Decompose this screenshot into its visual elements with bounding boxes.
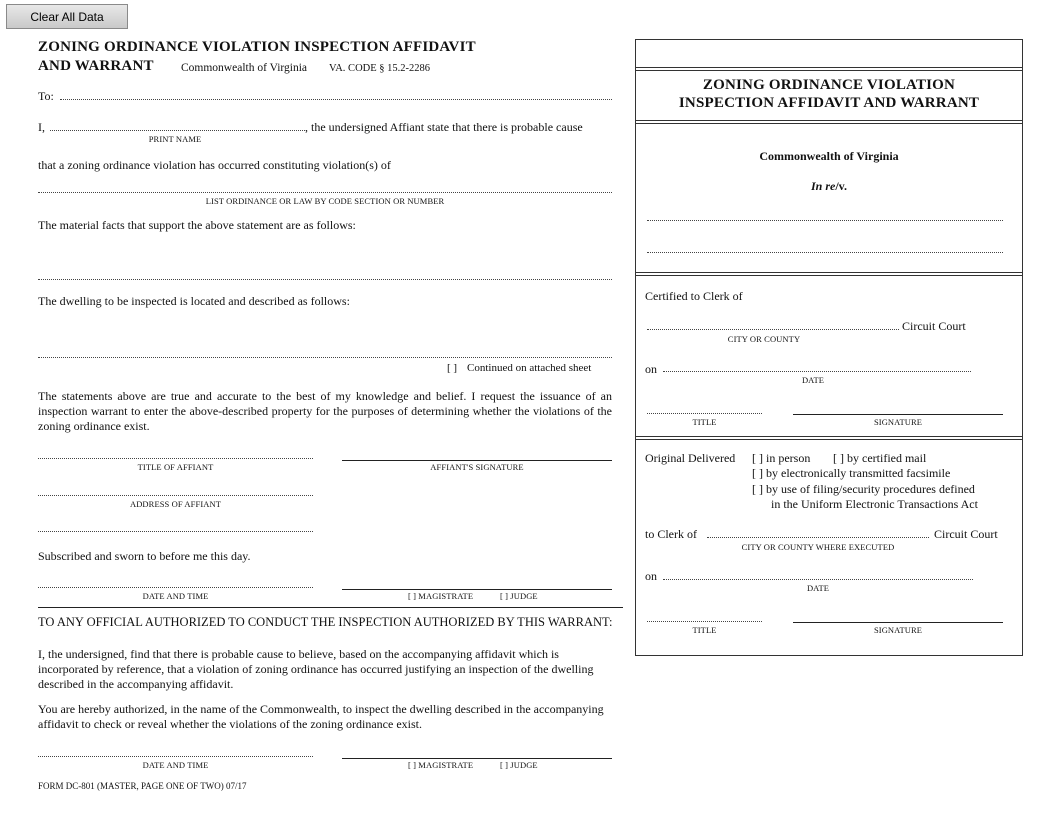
side-divider-1 [635,67,1023,71]
ordinance-caption: LIST ORDINANCE OR LAW BY CODE SECTION OR NUMBER [205,196,445,206]
warrant-heading: TO ANY OFFICIAL AUTHORIZED TO CONDUCT THE INSPECTION AUTHORIZED BY THIS WARRANT: [38,615,613,629]
certified-mail-label: by certified mail [847,451,927,465]
filing-option[interactable] [752,482,975,497]
subscribed-label: Subscribed and sworn to before me this day. [38,549,251,563]
certified-label: Certified to Clerk of [645,289,743,303]
continued-label: Continued on attached sheet [467,362,592,374]
affiant-statement: , the undersigned Affiant state that there is probable cause [305,120,583,134]
judge-checkbox-1[interactable]: [ ] JUDGE [500,591,538,601]
side-in-re [636,179,1022,194]
delivered-on-label: on [645,569,657,583]
filing-label-line2: in the Uniform Electronic Transactions Act [771,497,978,511]
magistrate-signature-line-1 [342,589,612,590]
affiant-signature-line [342,460,612,461]
in-re-prefix: In re [810,179,836,193]
form-title-line2: AND WARRANT [38,58,154,74]
side-title-line2: INSPECTION AFFIDAVIT AND WARRANT [678,95,980,111]
to-clerk-county-caption: CITY OR COUNTY WHERE EXECUTED [741,542,895,552]
original-delivered-label: Original Delivered [645,451,736,465]
va-code-label: VA. CODE § 15.2-2286 [329,63,431,74]
certified-signature-caption: SIGNATURE [873,417,923,427]
form-number: FORM DC-801 (MASTER, PAGE ONE OF TWO) 07/17 [38,781,247,791]
side-title-line1: ZONING ORDINANCE VIOLATION [702,77,956,93]
clear-all-data-button[interactable]: Clear All Data [6,4,128,29]
dwelling-label: The dwelling to be inspected is located and described as follows: [38,294,350,308]
statement-paragraph: The statements above are true and accurate to the best of my knowledge and belief. I request the issuance of an inspection warrant to enter the above-described property for the purposes of determining whether the violations of the zoning ordinance exist. [38,389,612,433]
dwelling-field[interactable] [40,312,610,356]
magistrate-checkbox-1[interactable]: [ ] MAGISTRATE [408,591,474,601]
material-facts-field[interactable] [40,236,610,278]
magistrate-checkbox-2[interactable]: [ ] MAGISTRATE [408,760,474,770]
i-label: I, [38,120,45,134]
in-person-checkbox[interactable]: [ ] [752,451,763,465]
address-of-affiant-caption: ADDRESS OF AFFIANT [129,499,222,509]
delivered-date-caption: DATE [806,583,830,593]
magistrate-signature-line-2 [342,758,612,759]
material-facts-label: The material facts that support the above statement are as follows: [38,218,356,232]
delivered-date-field[interactable] [665,566,971,580]
to-clerk-circuit-court: Circuit Court [934,527,998,541]
certified-circuit-court: Circuit Court [902,319,966,333]
delivered-signature-caption: SIGNATURE [873,625,923,635]
warrant-paragraph-2: You are hereby authorized, in the name of the Commonwealth, to inspect the dwelling described in the accompanying affidavit to check or reveal whether the violations of the zoning ordinance exist. [38,702,604,731]
date-time-field-2[interactable] [40,743,310,757]
delivered-title-field[interactable] [649,608,760,622]
section-divider [38,607,623,608]
in-person-option[interactable] [752,451,810,466]
date-time-caption-2: DATE AND TIME [142,760,209,770]
address-field-1[interactable] [40,482,310,496]
side-commonwealth: Commonwealth of Virginia [759,149,899,163]
certified-title-caption: TITLE [692,417,717,427]
commonwealth-label: Commonwealth of Virginia [181,62,308,74]
in-person-label: in person [766,451,811,465]
certified-date-caption: DATE [801,375,825,385]
filing-checkbox[interactable]: [ ] [752,482,763,496]
print-name-field[interactable] [52,117,304,131]
certified-mail-checkbox[interactable]: [ ] [833,451,844,465]
delivered-title-caption: TITLE [692,625,717,635]
date-time-caption-1: DATE AND TIME [142,591,209,601]
print-name-caption: PRINT NAME [148,134,202,144]
title-of-affiant-caption: TITLE OF AFFIANT [137,462,214,472]
to-label: To: [38,89,54,103]
judge-checkbox-2[interactable]: [ ] JUDGE [500,760,538,770]
warrant-paragraph-1: I, the undersigned, find that there is probable cause to believe, based on the accompanying affidavit which is incorporated by reference, that a violation of zoning ordinance has occurred justifying an inspection of the dwelling described in the accompanying affidavit. [38,647,594,691]
facsimile-label: by electronically transmitted facsimile [766,466,951,480]
address-field-2[interactable] [40,518,310,532]
in-re-suffix: /v. [835,179,847,193]
material-facts-line [38,279,612,280]
side-divider-2 [635,120,1023,124]
certified-mail-option[interactable] [833,451,926,466]
side-panel [635,39,1023,656]
certified-signature-line [793,414,1003,415]
certified-county-caption: CITY OR COUNTY [727,334,801,344]
to-field[interactable] [62,86,610,100]
to-clerk-county-field[interactable] [709,524,927,538]
side-divider-3 [635,272,1023,276]
side-divider-4 [635,436,1023,440]
certified-date-field[interactable] [665,358,969,372]
form-title-line1: ZONING ORDINANCE VIOLATION INSPECTION AFFIDAVIT [38,39,476,55]
affiant-signature-caption: AFFIANT'S SIGNATURE [430,462,524,472]
in-re-field-1[interactable] [649,207,1001,221]
delivered-signature-line [793,622,1003,623]
title-of-affiant-field[interactable] [40,445,310,459]
violation-text: that a zoning ordinance violation has occurred constituting violation(s) of [38,158,391,172]
filing-label: by use of filing/security procedures defined [766,482,975,496]
dwelling-line [38,357,612,358]
certified-county-field[interactable] [649,316,897,330]
certified-title-field[interactable] [649,400,760,414]
facsimile-option[interactable] [752,466,950,481]
in-re-field-2[interactable] [649,239,1001,253]
certified-on-label: on [645,362,657,376]
to-clerk-label: to Clerk of [645,527,697,541]
facsimile-checkbox[interactable]: [ ] [752,466,763,480]
ordinance-field[interactable] [40,179,610,193]
date-time-field-1[interactable] [40,574,310,588]
continued-checkbox[interactable]: [ ] [447,362,458,374]
